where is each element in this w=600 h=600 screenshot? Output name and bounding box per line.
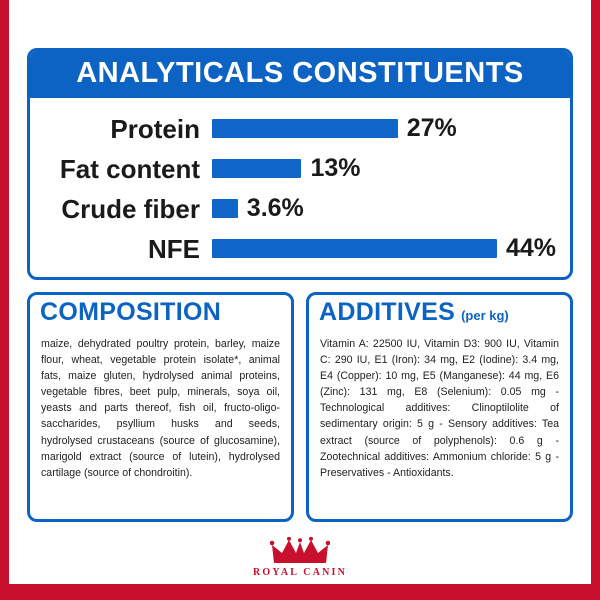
composition-title: COMPOSITION <box>40 298 222 326</box>
bar-fill-protein <box>212 119 398 138</box>
footer-bar <box>9 584 591 600</box>
additives-text: Vitamin A: 22500 IU, Vitamin D3: 900 IU, Vitamin C: 290 IU, E1 (Iron): 34 mg, E2 (Iodine): 3.4 mg, E4 (Copper): 10 mg, E5 (Manganese): 44 mg, E6 (Zinc): 131 mg, E8 (Selenium): 0.05 mg - Technological additives: Clinoptilolite of sedimentary origin: 5 g - Sensory additives: Tea extract (source of polyphenols): 0.6 g - Zootechnical additives: Ammonium chloride: 5 g - Preservatives - Antioxidants. <box>320 338 559 479</box>
bar-track-fat-content <box>212 150 556 187</box>
bar-value-crude-fiber: 3.6% <box>246 194 304 222</box>
bar-row <box>42 110 556 147</box>
bar-track-crude-fiber <box>212 190 556 227</box>
bar-label-protein: Protein <box>110 113 200 144</box>
bar-value-protein: 27% <box>406 114 457 142</box>
additives-title: ADDITIVES <box>319 298 456 326</box>
detail-panels <box>27 292 573 522</box>
bar-fill-nfe <box>212 239 497 258</box>
additives-subtitle: (per kg) <box>461 308 509 323</box>
composition-header <box>30 295 291 332</box>
composition-panel <box>27 292 294 522</box>
bar-row <box>42 190 556 227</box>
bar-label-crude-fiber: Crude fiber <box>61 193 200 224</box>
bar-row <box>42 150 556 187</box>
brand-name: ROYAL CANIN <box>252 567 348 578</box>
bar-row <box>42 230 556 267</box>
bar-value-fat-content: 13% <box>310 154 361 182</box>
analyticals-title: ANALYTICALS CONSTITUENTS <box>30 51 570 98</box>
page-inner <box>9 0 591 600</box>
additives-panel <box>306 292 573 522</box>
bar-fill-fat-content <box>212 159 301 178</box>
crown-icon <box>270 537 330 565</box>
bar-fill-crude-fiber <box>212 199 238 218</box>
bar-value-nfe: 44% <box>505 234 556 262</box>
bar-label-fat-content: Fat content <box>59 153 200 184</box>
brand-logo <box>9 537 591 578</box>
bar-track-protein <box>212 110 556 147</box>
bar-label-nfe: NFE <box>148 233 200 264</box>
bar-track-nfe <box>212 230 556 267</box>
bar-chart <box>30 98 570 280</box>
additives-header <box>309 295 570 332</box>
analyticals-constituents-panel <box>27 48 573 280</box>
composition-text: maize, dehydrated poultry protein, barley, maize flour, wheat, vegetable protein isolate*, animal fats, maize gluten, hydrolysed animal proteins, vegetable fibres, beet pulp, minerals, soya oil, yeasts and parts thereof, fish oil, fructo-oligo-saccharides, psyllium husks and seeds, hydrolysed crustaceans (source of glucosamine), marigold extract (source of lutein), hydrolysed cartilage (source of chondroitin). <box>41 338 280 479</box>
